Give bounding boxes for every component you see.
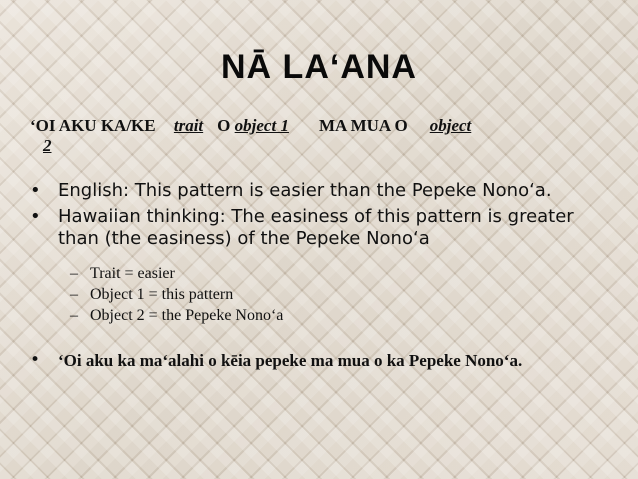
pattern-prefix: ‘OI AKU KA/KE (30, 116, 160, 135)
list-item (30, 206, 620, 250)
list-item (30, 180, 620, 202)
list-item (70, 284, 590, 305)
list-item (70, 263, 590, 284)
bullet-text: Hawaiian thinking: The easiness of this pattern is greater than (the easiness) of the Pepeke Nono‘a (58, 206, 574, 249)
pattern-object-num: 2 (43, 136, 52, 155)
final-text: ‘Oi aku ka ma‘alahi o kēia pepeke ma mua o ka Pepeke Nono‘a. (58, 351, 523, 370)
sub-text: Object 2 = the Pepeke Nono‘a (90, 307, 284, 324)
pattern-object-word: object (429, 116, 472, 135)
final-bullet (30, 350, 610, 371)
bullet-text: English: This pattern is easier than the Pepeke Nono‘a. (58, 180, 552, 201)
sub-text: Object 1 = this pattern (90, 286, 234, 303)
bullet-marker: • (30, 350, 41, 370)
dash-marker: – (70, 307, 78, 324)
pattern-trait: trait (173, 116, 204, 135)
pattern-ma-mua: MA MUA O (318, 116, 408, 135)
slide-title: NĀ LA‘ANA (221, 48, 417, 86)
pattern-o: O (217, 116, 235, 135)
dash-marker: – (70, 286, 78, 303)
bullet-marker: • (30, 180, 41, 201)
dash-marker: – (70, 265, 78, 282)
sub-list (70, 263, 590, 326)
pattern-line (30, 116, 610, 156)
pattern-object1: object 1 (234, 116, 289, 135)
sub-text: Trait = easier (90, 265, 175, 282)
bullet-marker: • (30, 206, 41, 227)
bullet-list (30, 180, 620, 254)
list-item (70, 305, 590, 326)
